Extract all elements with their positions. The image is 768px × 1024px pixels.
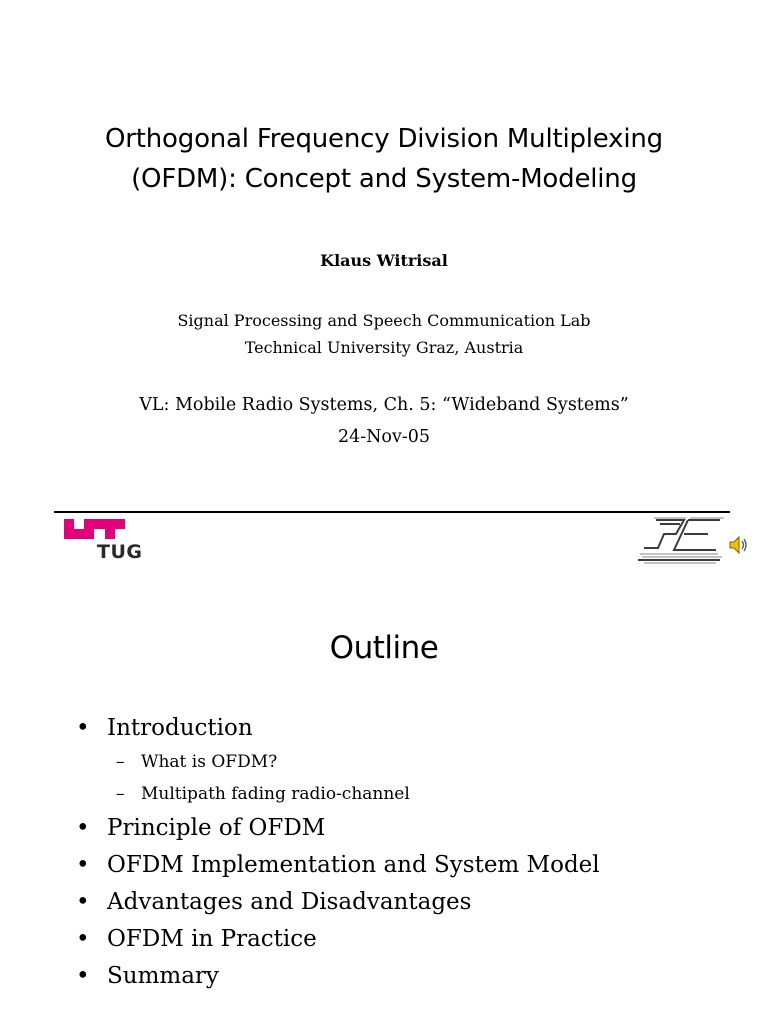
- bullet-icon: •: [76, 852, 90, 878]
- tug-logo-block: [115, 519, 125, 529]
- footer-divider: [54, 511, 730, 513]
- tug-logo-block: [64, 519, 74, 539]
- bullet-icon: •: [76, 926, 90, 952]
- list-item-label: OFDM Implementation and System Model: [107, 852, 600, 878]
- list-item: [76, 963, 219, 989]
- outline-title: Outline: [329, 630, 439, 666]
- list-item: [76, 815, 325, 841]
- list-item-label: Advantages and Disadvantages: [107, 889, 472, 915]
- sub-list-item: [116, 752, 277, 772]
- affiliation-university: Technical University Graz, Austria: [244, 338, 524, 357]
- list-item: [76, 889, 471, 915]
- outline-list: [0, 590, 768, 1024]
- bullet-icon: •: [76, 715, 90, 741]
- speaker-icon[interactable]: [728, 534, 750, 556]
- bullet-icon: •: [76, 963, 90, 989]
- list-item-label: Introduction: [107, 715, 253, 741]
- list-item-label: Principle of OFDM: [107, 815, 326, 841]
- tug-logo-block: [105, 529, 115, 539]
- sub-list-item-label: Multipath fading radio-channel: [141, 784, 410, 804]
- presentation-date: 24-Nov-05: [337, 427, 431, 447]
- list-item-label: OFDM in Practice: [107, 926, 317, 952]
- author-name: Klaus Witrisal: [320, 251, 448, 270]
- course-info: VL: Mobile Radio Systems, Ch. 5: “Wideband Systems”: [139, 395, 629, 415]
- sub-list-item-label: What is OFDM?: [141, 752, 278, 772]
- outline-slide: [0, 590, 768, 1024]
- bullet-icon: •: [76, 889, 90, 915]
- list-item: [76, 852, 600, 878]
- slide-title-line-2: (OFDM): Concept and System-Modeling: [131, 164, 637, 194]
- slide-title-line-1: Orthogonal Frequency Division Multiplexing: [105, 124, 663, 154]
- tug-logo-block: [105, 519, 115, 529]
- affiliation-lab: Signal Processing and Speech Communication Lab: [177, 311, 591, 330]
- sub-list-item: [116, 784, 410, 804]
- tug-logo: [64, 519, 154, 569]
- dash-icon: –: [116, 752, 125, 772]
- tug-logo-block: [84, 519, 94, 529]
- tug-logo-block: [74, 529, 94, 539]
- bullet-icon: •: [76, 815, 90, 841]
- spsc-logo-icon: [636, 514, 728, 566]
- list-item: [76, 715, 253, 741]
- list-item: [76, 926, 317, 952]
- dash-icon: –: [116, 784, 125, 804]
- list-item-label: Summary: [107, 963, 219, 989]
- tug-logo-text: TUG: [97, 541, 143, 563]
- tug-logo-block: [94, 519, 105, 529]
